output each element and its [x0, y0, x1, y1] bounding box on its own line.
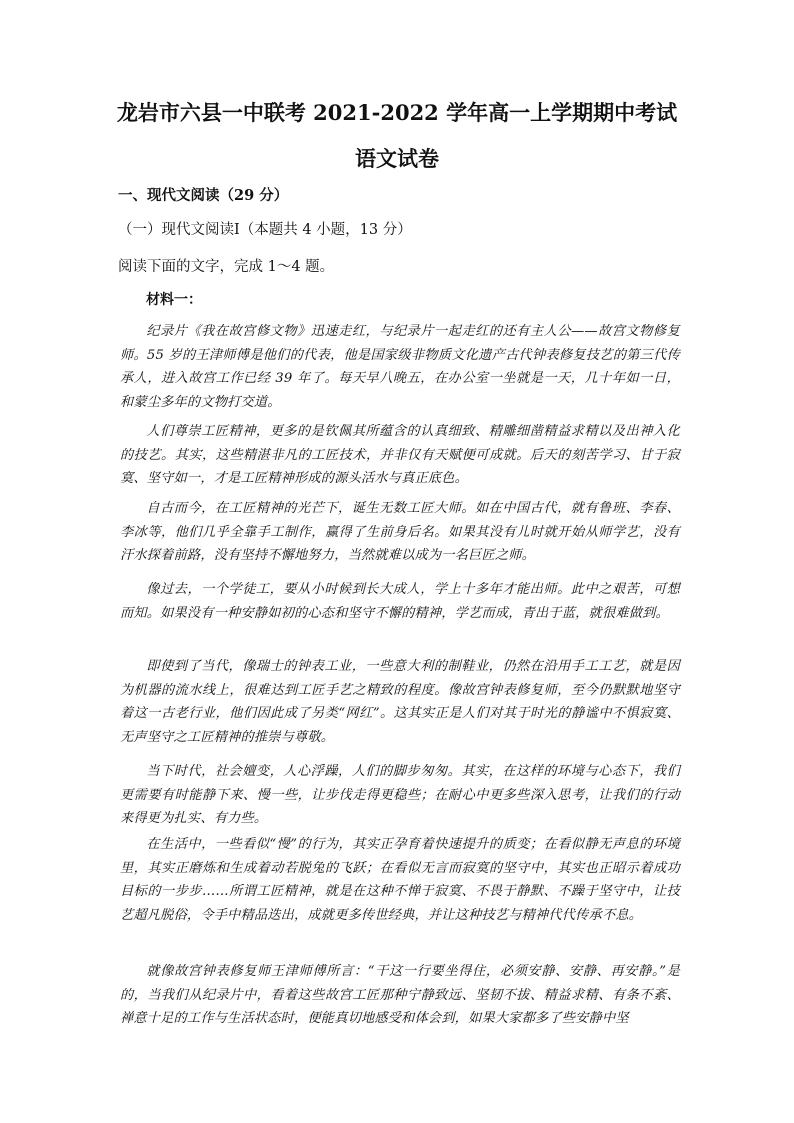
exam-title: 龙岩市六县一中联考 2021-2022 学年高一上学期期中考试 [116, 100, 678, 125]
paragraph-2: 人们尊崇工匠精神，更多的是钦佩其所蕴含的认真细致、精雕细凿精益求精以及出神入化的技艺。其实，这些精湛非凡的工匠技术，并非仅有天赋便可成就。后天的刻苦学习、甘于寂寞、坚守如一，才是工匠精神形成的源头活水与真正底色。 [120, 424, 680, 486]
material-label: 材料一： [146, 292, 202, 308]
paragraph-8: 就像故宫钟表修复师王津师傅所言：“干这一行要坐得住，必须安静、安静、再安静。”是的，当我们从纪录片中，看着这些故宫工匠那种宁静致远、坚韧不拔、精益求精、有条不紊、禅意十足的工作与生活状态时，便能真切地感受和体会到，如果大家都多了些安静中坚 [120, 964, 680, 1026]
paragraph-7: 在生活中，一些看似“慢”的行为，其实正孕育着快速提升的质变；在看似静无声息的环境里，其实正磨炼和生成着动若脱兔的飞跃；在看似无言而寂寞的坚守中，其实也正昭示着成功目标的一步步……所谓工匠精神，就是在这种不惮于寂寞、不畏于静默、不躁于坚守中，让技艺超凡脱俗，令手中精品迭出，成就更多传世经典，并让这种技艺与精神代代传承不息。 [120, 837, 680, 923]
paragraph-6: 当下时代，社会嬗变，人心浮躁，人们的脚步匆匆。其实，在这样的环境与心态下，我们更需要有时能静下来、慢一些，让步伐走得更稳些；在耐心中更多些深入思考，让我们的行动来得更为扎实、有力些。 [120, 764, 680, 826]
paragraph-1: 纪录片《我在故宫修文物》迅速走红，与纪录片一起走红的还有主人公——故宫文物修复师。55 岁的王津师傅是他们的代表，他是国家级非物质文化遗产古代钟表修复技艺的第三代传承人，进入故宫工作已经 39 年了。每天早八晚五，在办公室一坐就是一天，几十年如一日，和蒙尘多年的文物打交道。 [120, 324, 680, 410]
paragraph-5: 即使到了当代，像瑞士的钟表工业，一些意大利的制鞋业，仍然在沿用手工工艺，就是因为机器的流水线上，很难达到工匠手艺之精致的程度。像故宫钟表修复师，至今仍默默地坚守着这一古老行业，他们因此成了另类“网红”。这其实正是人们对其于时光的静谧中不惧寂寞、无声坚守之工匠精神的推崇与尊敬。 [120, 659, 680, 745]
exam-subtitle: 语文试卷 [355, 146, 439, 171]
paragraph-3: 自古而今，在工匠精神的光芒下，诞生无数工匠大师。如在中国古代，就有鲁班、李春、李冰等，他们几乎全靠手工制作，赢得了生前身后名。如果其没有儿时就开始从师学艺，没有汗水探着前路，没有坚持不懈地努力，当然就难以成为一名巨匠之师。 [120, 501, 680, 563]
section-subheading: （一）现代文阅读Ⅰ（本题共 4 小题，13 分） [118, 222, 412, 238]
section-heading: 一、现代文阅读（29 分） [118, 187, 289, 204]
reading-instruction: 阅读下面的文字，完成 1～4 题。 [118, 259, 335, 275]
paragraph-4: 像过去，一个学徒工，要从小时候到长大成人，学上十多年才能出师。此中之艰苦，可想而知。如果没有一种安静如初的心态和坚守不懈的精神，学艺而成，青出于蓝，就很难做到。 [120, 582, 680, 621]
